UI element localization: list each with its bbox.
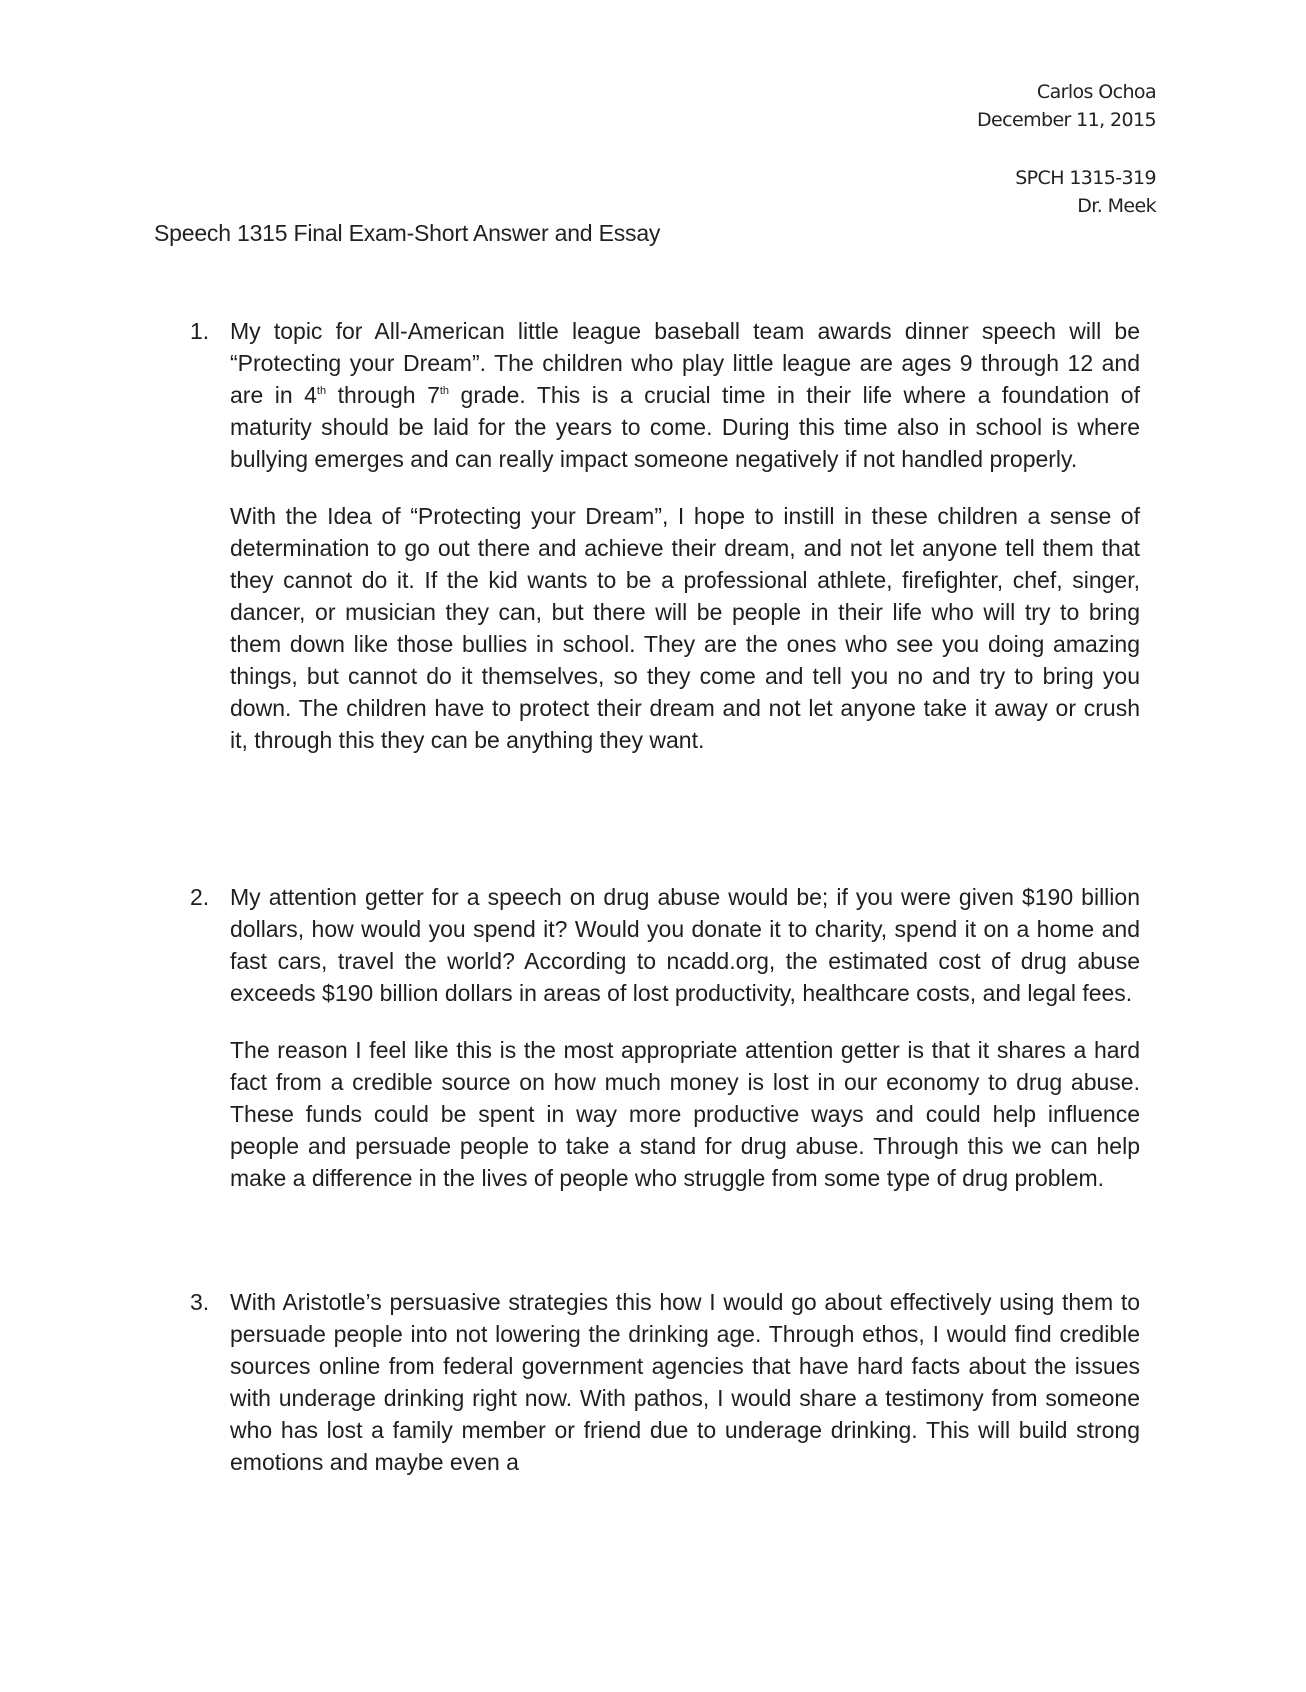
answer-paragraph: With Aristotle’s persuasive strategies this how I would go about effectively using them to persuade people into not lowering the drinking age. Through ethos, I would find credible sources online from federal government agencies that have hard facts about the issues with underage drinking right now. With pathos, I would share a testimony from someone who has lost a family member or friend due to underage drinking. This will build strong emotions and maybe even a [230,1289,1140,1475]
student-name: Carlos Ochoa [1036,81,1156,103]
question-3 [190,1286,1140,1478]
question-number: 2. [190,884,210,910]
question-number: 1. [190,318,210,344]
answer-paragraph: My attention getter for a speech on drug abuse would be; if you were given $190 billion dollars, how would you spend it? Would you donate it to charity, spend it on a home and fast cars, travel the world? According to ncadd.org, the estimated cost of drug abuse exceeds $190 billion dollars in areas of lost productivity, healthcare costs, and legal fees. [230,884,1140,1006]
instructor-name: Dr. Meek [1077,195,1156,217]
document-title: Speech 1315 Final Exam-Short Answer and Essay [154,220,661,246]
superscript: th [439,385,450,397]
question-2 [190,881,1140,1194]
course-code: SPCH 1315-319 [1015,167,1156,189]
answer-paragraph: My topic for All-American little league baseball team awards dinner speech will be “Protecting your Dream”. The children who play little league are ages 9 through 12 and are in 4th through 7th grade. This is a crucial time in their life where a foundation of maturity should be laid for the years to come. During this time also in school is where bullying emerges and can really impact someone negatively if not handled properly. [230,318,1140,472]
question-number: 3. [190,1289,210,1315]
answer-paragraph: The reason I feel like this is the most appropriate attention getter is that it shares a hard fact from a credible source on how much money is lost in our economy to drug abuse. These funds could be spent in way more productive ways and could help influence people and persuade people to take a stand for drug abuse. Through this we can help make a difference in the lives of people who struggle from some type of drug problem. [230,1037,1140,1191]
question-1 [190,315,1140,756]
superscript: th [316,385,327,397]
answer-paragraph: With the Idea of “Protecting your Dream”, I hope to instill in these children a sense of determination to go out there and achieve their dream, and not let anyone tell them that they cannot do it. If the kid wants to be a professional athlete, firefighter, chef, singer, dancer, or musician they can, but there will be people in their life who will try to bring them down like those bullies in school. They are the ones who see you doing amazing things, but cannot do it themselves, so they come and tell you no and try to bring you down. The children have to protect their dream and not let anyone take it away or crush it, through this they can be anything they want. [230,503,1140,753]
header-block [977,78,1156,220]
date: December 11, 2015 [977,109,1156,131]
